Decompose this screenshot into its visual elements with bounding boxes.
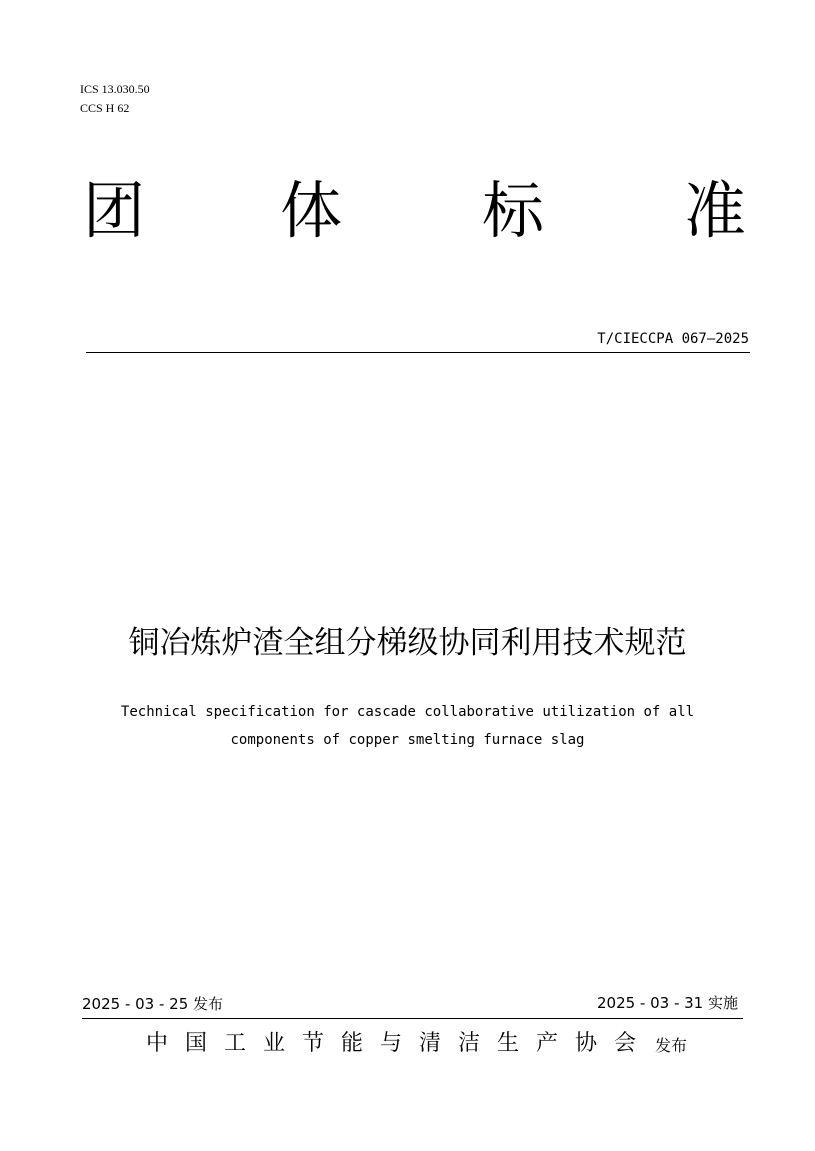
publish-date: 2025 - 03 - 25 发布 xyxy=(82,995,224,1013)
title-english-line-1: Technical specification for cascade collaborative utilization of all xyxy=(120,704,695,720)
masthead-char-1: 团 xyxy=(83,174,146,247)
title-chinese: 铜冶炼炉渣全组分梯级协同利用技术规范 xyxy=(128,625,687,661)
implementation-date: 2025 - 03 - 31 实施 xyxy=(596,994,738,1012)
standard-number: T/CIECCPA 067—2025 xyxy=(597,331,749,347)
ccs-code: CCS H 62 xyxy=(80,101,130,115)
title-english-line-2: components of copper smelting furnace slag xyxy=(230,732,585,748)
masthead-char-3: 标 xyxy=(482,174,545,247)
masthead-char-2: 体 xyxy=(280,174,343,247)
masthead-char-4: 准 xyxy=(684,174,747,247)
bottom-divider xyxy=(82,1018,743,1019)
publisher-suffix: 发布 xyxy=(655,1036,688,1055)
ics-code: ICS 13.030.50 xyxy=(80,82,150,96)
top-divider xyxy=(86,352,750,353)
publisher-name: 中国工业节能与清洁生产协会 xyxy=(146,1031,654,1056)
